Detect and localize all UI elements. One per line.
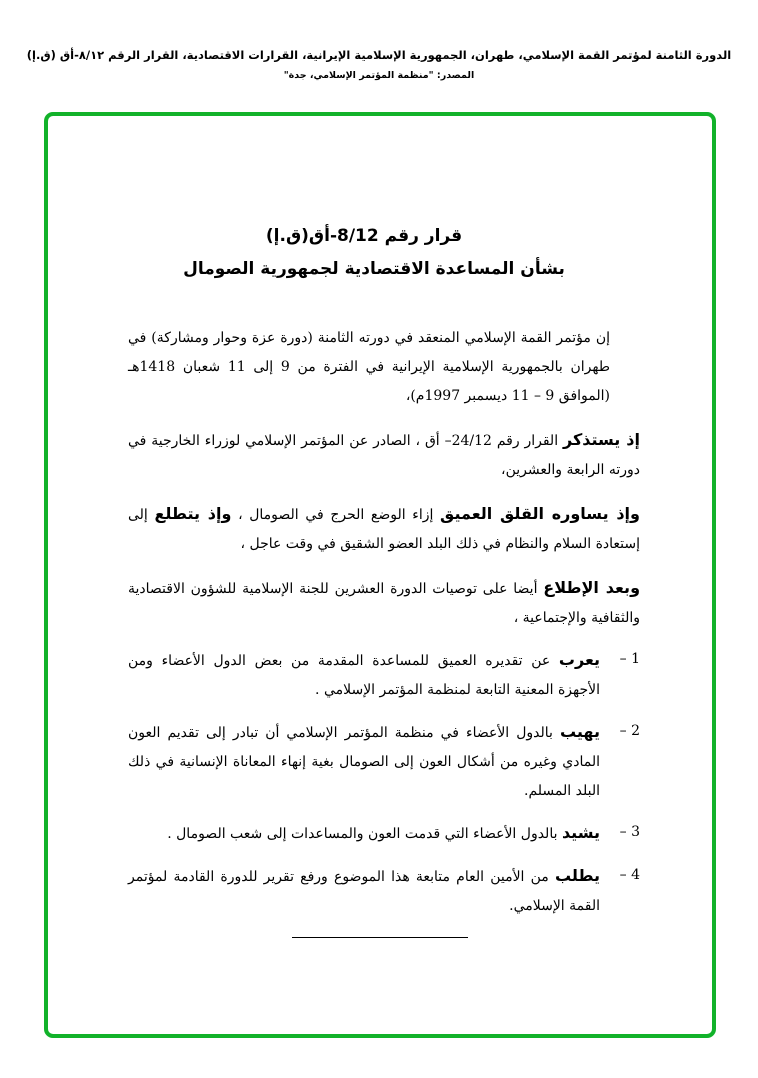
resolution-body [128,222,640,921]
header-title: الدورة الثامنة لمؤتمر القمة الإسلامي، طهران، الجمهورية الإسلامية الإيرانية، القرارات الاقتصادية، القرار الرقم ٨/١٢-أق (ق.إ) [26,48,732,62]
item-keyword: يهيب [559,722,600,741]
preamble-paragraph [128,573,640,633]
page-header [0,48,758,81]
operative-item [128,861,640,921]
preamble-keyword: إذ يستذكر [562,430,641,449]
item-number: 1 – [619,651,640,667]
item-text: عن تقديره العميق للمساعدة المقدمة من بعض الدول الأعضاء ومن الأجهزة المعنية التابعة لمنظمة المؤتمر الإسلامي . [128,653,600,698]
preamble-paragraph [128,499,640,559]
resolution-subtitle: بشأن المساعدة الاقتصادية لجمهورية الصومال [183,259,565,279]
item-keyword: يطلب [554,866,600,885]
operative-item [128,818,640,849]
item-keyword: يشيد [561,823,600,842]
preamble-text: أيضا على توصيات الدورة العشرين للجنة الإسلامية للشؤون الاقتصادية والثقافية والإجتماعية ، [128,581,640,626]
operative-item [128,645,640,705]
operative-item [128,717,640,806]
preamble-keyword: وبعد الإطلاع [543,578,641,597]
preamble-text: إزاء الوضع الحرج في الصومال ، [231,507,441,523]
resolution-title: قرار رقم 8/12-أق(ق.إ) [265,226,463,246]
preamble-text: القرار رقم 24/12– أق ، الصادر عن المؤتمر الإسلامي لوزراء الخارجية في دورته الرابعة والعشرين، [128,433,640,478]
item-text: بالدول الأعضاء في منظمة المؤتمر الإسلامي أن تبادر إلى تقديم العون المادي وغيره من أشكال العون إلى الصومال بغية إنهاء المعاناة الإنسانية في ذلك البلد المسلم. [128,725,600,799]
intro-paragraph: إن مؤتمر القمة الإسلامي المنعقد في دورته الثامنة (دورة عزة وحوار ومشاركة) في طهران بالجمهورية الإسلامية الإيرانية في الفترة من 9 إلى 11 شعبان 1418هـ (الموافق 9 – 11 ديسمبر 1997م)، [128,330,611,404]
preamble-keyword: وإذ يساوره القلق العميق [440,504,640,523]
item-number: 2 – [619,723,640,739]
preamble-text: إلى إستعادة السلام والنظام في ذلك البلد العضو الشقيق في وقت عاجل ، [128,507,640,552]
item-text: بالدول الأعضاء التي قدمت العون والمساعدات إلى شعب الصومال . [167,826,562,842]
preamble-keyword: وإذ يتطلع [154,504,232,523]
header-source: المصدر: "منظمة المؤتمر الإسلامي، جدة" [283,70,475,81]
item-number: 4 – [619,867,640,883]
closing-separator [292,937,468,938]
item-number: 3 – [619,824,640,840]
preamble-paragraph [128,425,640,485]
item-keyword: يعرب [558,650,600,669]
item-text: من الأمين العام متابعة هذا الموضوع ورفع تقرير للدورة القادمة لمؤتمر القمة الإسلامي. [128,869,600,914]
